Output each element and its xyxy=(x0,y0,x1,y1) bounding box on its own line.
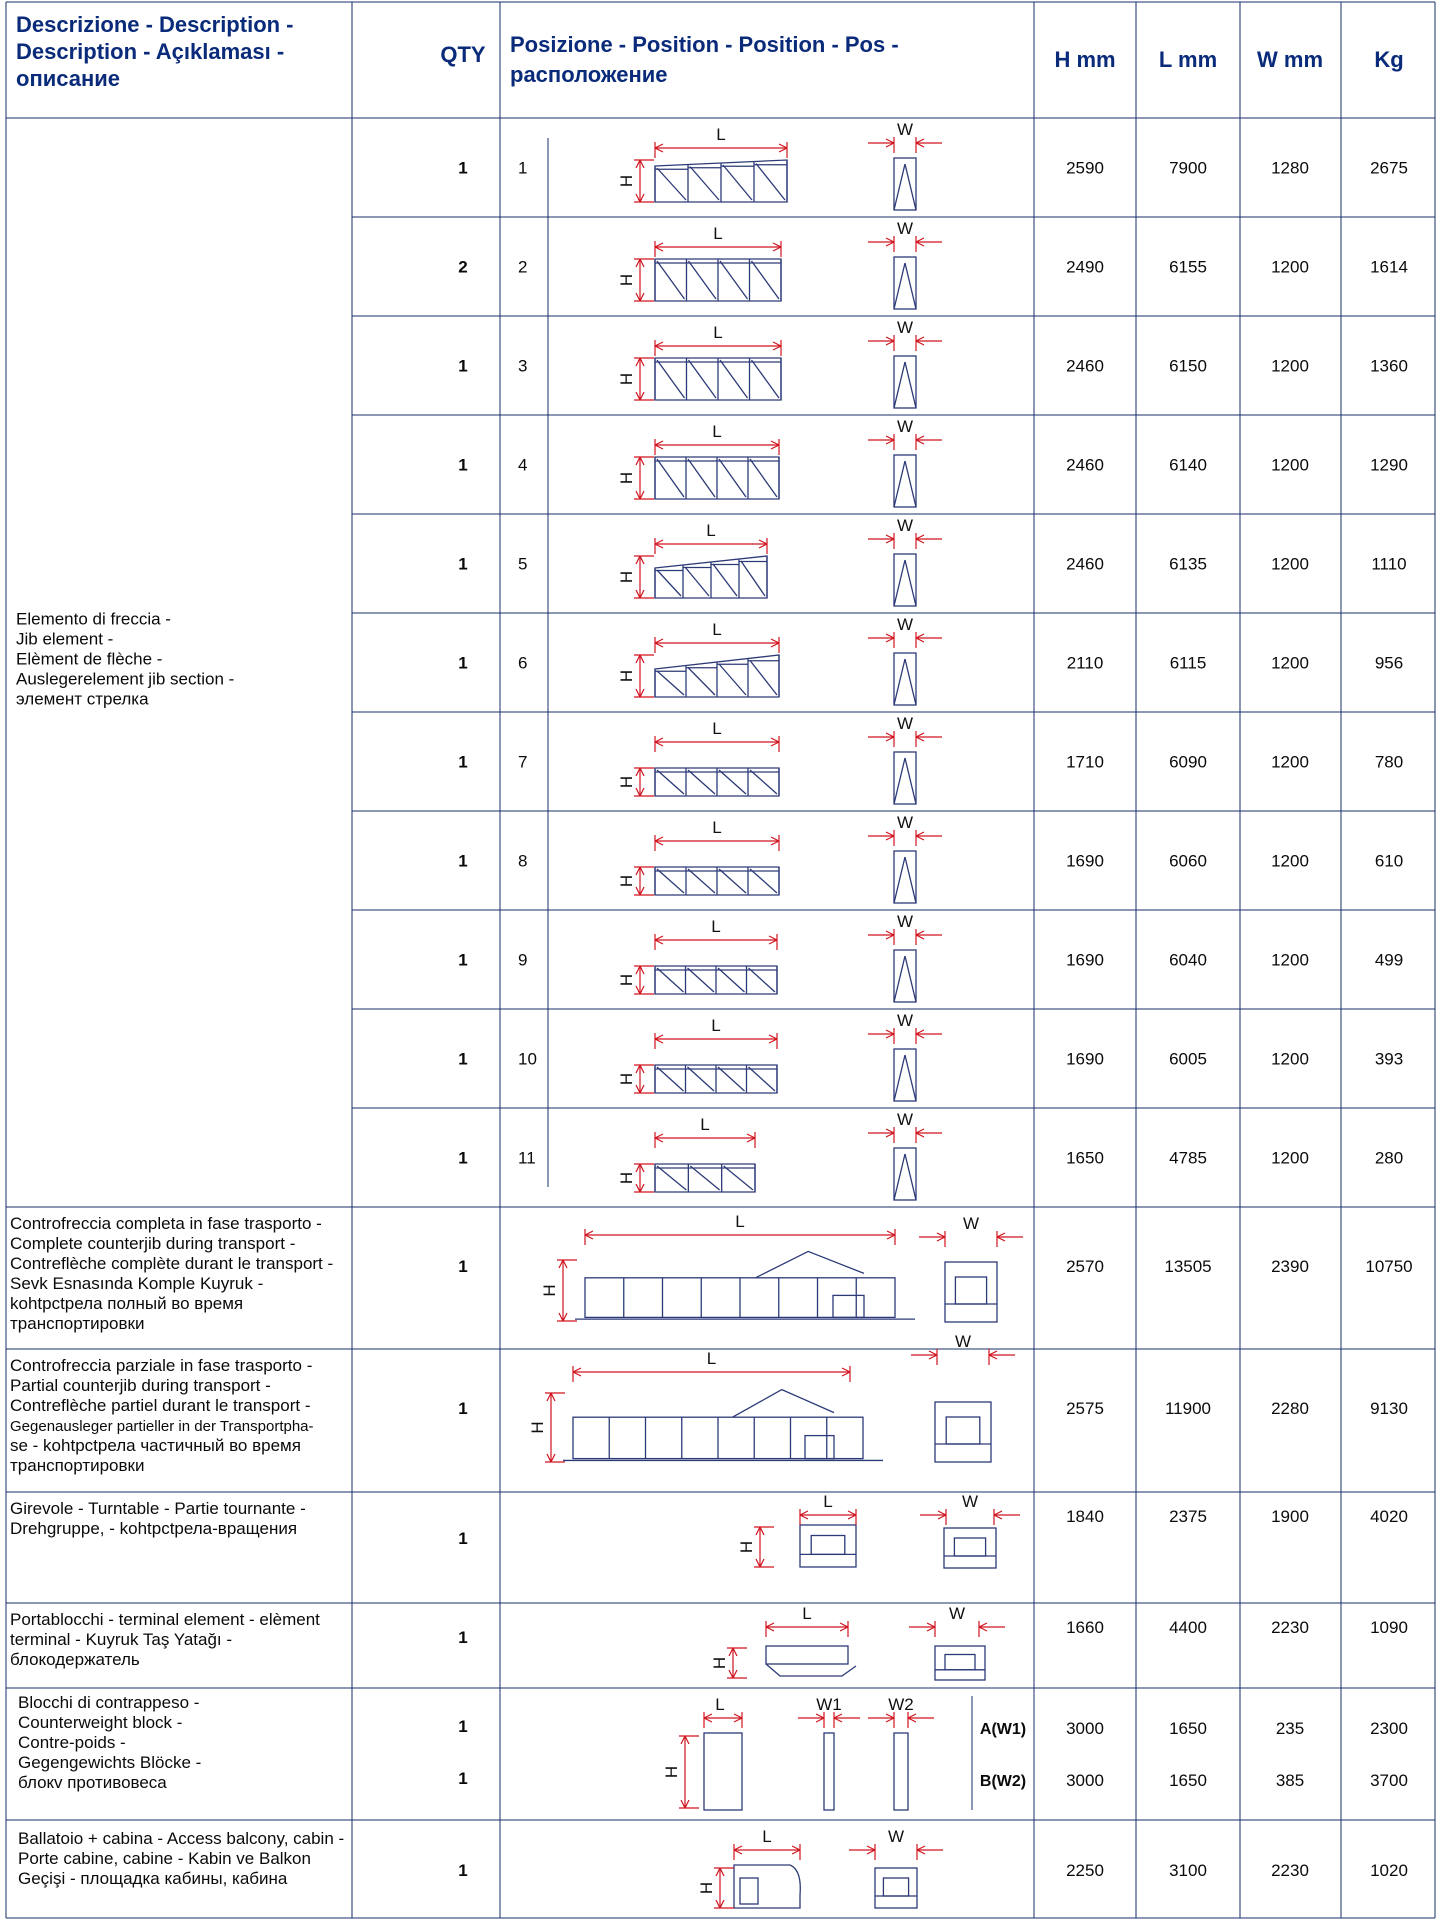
jib-w-mm: 1200 xyxy=(1271,851,1309,871)
jib-kg: 780 xyxy=(1374,752,1404,772)
jib-row xyxy=(458,1149,1403,1168)
dimension-label: L xyxy=(712,719,722,738)
jib-row xyxy=(458,357,1408,376)
dimension-label: W xyxy=(887,1827,905,1846)
jib-kg: 499 xyxy=(1374,950,1404,970)
block-outline xyxy=(935,1646,985,1680)
jib-position: 7 xyxy=(518,752,528,772)
jib-h-mm: 2460 xyxy=(1066,455,1104,475)
jib-l-mm: 6005 xyxy=(1169,1049,1207,1069)
dimension-label: L xyxy=(716,125,726,144)
terminal-element-w-mm: 2230 xyxy=(1271,1618,1309,1637)
jib-qty: 1 xyxy=(458,752,468,772)
jib-sketch xyxy=(617,1011,942,1101)
dimension-label: H xyxy=(697,1881,716,1895)
jib-position: 10 xyxy=(518,1049,537,1069)
dimension-label: W xyxy=(896,1110,914,1129)
jib-w-mm: 1200 xyxy=(1271,653,1309,673)
counterjib-partial-description-line: Partial counterjib during transport - xyxy=(10,1376,271,1395)
jib-h-mm: 2590 xyxy=(1066,158,1104,178)
counterweight-h-mm: 3000 xyxy=(1066,1771,1104,1790)
balcony-h-mm: 2250 xyxy=(1066,1861,1104,1880)
dimension-label: H xyxy=(528,1421,547,1434)
jib-w-mm: 1200 xyxy=(1271,752,1309,772)
jib-qty: 1 xyxy=(458,158,468,178)
balcony-w-mm: 2230 xyxy=(1271,1861,1309,1880)
jib-h-mm: 1710 xyxy=(1066,752,1104,772)
counterjib-complete-w-mm: 2390 xyxy=(1271,1257,1309,1276)
jib-row xyxy=(458,159,1408,178)
dimension-label: W1 xyxy=(816,1695,842,1714)
counterjib-partial-kg: 9130 xyxy=(1370,1399,1408,1418)
counterweight-rows xyxy=(18,1693,1408,1792)
jib-description-line: элемент стрелка xyxy=(16,689,149,709)
jib-w-mm: 1200 xyxy=(1271,1049,1309,1069)
terminal-element-l-mm: 4400 xyxy=(1169,1618,1207,1637)
counterjib-complete-kg: 10750 xyxy=(1365,1257,1413,1276)
dimension-label: W xyxy=(896,714,914,733)
terminal-element-h-mm: 1660 xyxy=(1066,1618,1104,1637)
jib-kg: 1290 xyxy=(1370,455,1408,475)
counterjib-complete-description-line: kohtpctpела полный во время xyxy=(10,1294,244,1313)
jib-description-line: Elèment de flèche - xyxy=(16,649,163,669)
counterjib-complete-l-mm: 13505 xyxy=(1164,1257,1212,1276)
dimension-label: L xyxy=(802,1604,812,1623)
jib-sketch xyxy=(617,813,942,903)
counterjib-partial-qty: 1 xyxy=(458,1399,468,1418)
counterjib-partial-h-mm: 2575 xyxy=(1066,1399,1104,1418)
jib-row xyxy=(458,456,1408,475)
dimension-label: W xyxy=(896,912,914,931)
counterweight-description-line: Counterweight block - xyxy=(18,1713,183,1732)
dimension-label: W xyxy=(896,615,914,634)
balcony-sketch xyxy=(697,1827,943,1908)
counterjib-complete-description-line: Contreflèche complète durant le transport - xyxy=(10,1254,334,1273)
jib-position: 3 xyxy=(518,356,528,376)
jib-kg: 1614 xyxy=(1370,257,1408,277)
jib-h-mm: 2110 xyxy=(1066,653,1104,673)
counterjib-partial-sketch xyxy=(528,1332,1015,1462)
jib-l-mm: 6150 xyxy=(1169,356,1207,376)
header-h-mm: H mm xyxy=(1054,47,1116,72)
jib-kg: 280 xyxy=(1374,1148,1404,1168)
terminal-element-body xyxy=(766,1646,848,1664)
jib-sketch xyxy=(617,318,942,408)
block-outline xyxy=(800,1525,856,1567)
dimension-label: H xyxy=(617,174,636,188)
counterjib-complete-sketch xyxy=(540,1212,1023,1322)
dimension-label: H xyxy=(662,1765,681,1779)
jib-description-line: Elemento di freccia - xyxy=(16,609,171,629)
counterjib-complete-h-mm: 2570 xyxy=(1066,1257,1104,1276)
jib-l-mm: 6155 xyxy=(1169,257,1207,277)
dimension-label: W xyxy=(896,1011,914,1030)
dimension-label: H xyxy=(617,1072,636,1086)
turntable-l-mm: 2375 xyxy=(1169,1507,1207,1526)
dimension-label: H xyxy=(617,874,636,888)
counterweight-sketch xyxy=(662,1695,934,1810)
jib-w-mm: 1200 xyxy=(1271,554,1309,574)
jib-h-mm: 1690 xyxy=(1066,851,1104,871)
header-description-line: Description - Açıklaması - xyxy=(16,39,285,64)
jib-qty: 1 xyxy=(458,554,468,574)
dimension-label: L xyxy=(715,1695,725,1714)
dimension-label: W xyxy=(962,1214,980,1233)
dimension-label: L xyxy=(713,323,723,342)
header-qty: QTY xyxy=(440,42,486,67)
jib-w-mm: 1280 xyxy=(1271,158,1309,178)
jib-h-mm: 2490 xyxy=(1066,257,1104,277)
counterjib-partial-description-line: транспортировки xyxy=(10,1456,145,1475)
jib-qty: 2 xyxy=(458,257,468,277)
jib-row xyxy=(458,654,1403,673)
counterjib-complete-description-line: Controfreccia completa in fase trasporto - xyxy=(10,1214,322,1233)
jib-w-mm: 1200 xyxy=(1271,257,1309,277)
counterweight-w-mm: 385 xyxy=(1275,1771,1305,1790)
balcony-cabin-outline xyxy=(734,1865,800,1908)
balcony-row xyxy=(18,1829,1408,1888)
balcony-kg: 1020 xyxy=(1370,1861,1408,1880)
block-outline xyxy=(944,1528,996,1568)
dimension-label: H xyxy=(617,669,636,683)
jib-kg: 2675 xyxy=(1370,158,1408,178)
counterweight-qty: 1 xyxy=(458,1769,468,1788)
header-position-line: расположение xyxy=(510,62,668,87)
counterweight-description-line: Contre-poids - xyxy=(18,1733,126,1752)
turntable-sketch xyxy=(737,1492,1020,1568)
dimension-label: H xyxy=(737,1540,756,1554)
jib-sketch xyxy=(617,615,942,705)
counterjib-complete-description-line: Complete counterjib during transport - xyxy=(10,1234,296,1253)
jib-kg: 393 xyxy=(1374,1049,1404,1069)
dimension-label: W xyxy=(896,813,914,832)
dimension-label: W xyxy=(954,1332,972,1351)
dimension-label: W xyxy=(896,318,914,337)
turntable-description-line: Drehgruppe, - kohtpctpела-вращения xyxy=(10,1519,298,1538)
dimension-label: L xyxy=(706,1349,717,1368)
jib-row xyxy=(458,258,1408,277)
dimension-label: L xyxy=(712,422,722,441)
balcony-description-line: Geçişi - площадка кабины, кабина xyxy=(18,1869,288,1888)
turntable-description-line: Girevole - Turntable - Partie tournante - xyxy=(10,1499,306,1518)
dimension-label: H xyxy=(617,973,636,987)
jib-l-mm: 7900 xyxy=(1169,158,1207,178)
jib-h-mm: 2460 xyxy=(1066,356,1104,376)
jib-qty: 1 xyxy=(458,1148,468,1168)
jib-kg: 1360 xyxy=(1370,356,1408,376)
header-description-line: описание xyxy=(16,66,121,91)
terminal-element-kg: 1090 xyxy=(1370,1618,1408,1637)
jib-qty: 1 xyxy=(458,455,468,475)
jib-h-mm: 1690 xyxy=(1066,1049,1104,1069)
jib-position: 11 xyxy=(518,1148,536,1168)
jib-row xyxy=(458,1050,1403,1069)
jib-l-mm: 6090 xyxy=(1169,752,1207,772)
jib-position: 1 xyxy=(518,158,528,178)
counterjib-partial-w-mm: 2280 xyxy=(1271,1399,1309,1418)
terminal-element-description-line: Portablocchi - terminal element - elèment xyxy=(10,1610,320,1629)
terminal-element-row xyxy=(10,1610,1408,1669)
jib-sketch xyxy=(617,417,942,507)
jib-kg: 1110 xyxy=(1371,554,1407,574)
table-header xyxy=(16,12,1404,91)
jib-h-mm: 1690 xyxy=(1066,950,1104,970)
dimension-label: L xyxy=(706,521,716,540)
header-position-line: Posizione - Position - Position - Pos - xyxy=(510,32,899,57)
balcony-description-line: Ballatoio + cabina - Access balcony, cabin - xyxy=(18,1829,345,1848)
dimension-label: H xyxy=(617,372,636,386)
jib-h-mm: 1650 xyxy=(1066,1148,1104,1168)
dimension-label: L xyxy=(823,1492,833,1511)
dimension-label: W2 xyxy=(888,1695,914,1714)
jib-w-mm: 1200 xyxy=(1271,356,1309,376)
block-outline xyxy=(935,1402,991,1462)
header-description-line: Descrizione - Description - xyxy=(16,12,294,37)
terminal-element-description-line: блокодержатель xyxy=(10,1650,140,1669)
dimension-label: L xyxy=(711,917,721,936)
jib-position: 9 xyxy=(518,950,528,970)
counterjib-partial-description-line: se - kohtpctpела частичный во время xyxy=(10,1436,301,1455)
jib-sketch xyxy=(617,912,942,1002)
counterjib-partial-row xyxy=(10,1356,1408,1475)
counterweight-description-line: блокv противовеса xyxy=(18,1773,167,1792)
counterweight-l-mm: 1650 xyxy=(1169,1719,1207,1738)
counterjib-complete-description-line: транспортировки xyxy=(10,1314,145,1333)
jib-position: 5 xyxy=(518,554,528,574)
dimension-label: L xyxy=(711,1016,721,1035)
jib-row xyxy=(458,753,1403,772)
jib-w-mm: 1200 xyxy=(1271,455,1309,475)
component-sketches xyxy=(528,120,1023,1908)
jib-position: 2 xyxy=(518,257,528,277)
counterweight-w-mm: 235 xyxy=(1275,1719,1305,1738)
jib-description-line: Jib element - xyxy=(16,629,114,649)
jib-w-mm: 1200 xyxy=(1271,1148,1309,1168)
jib-h-mm: 2460 xyxy=(1066,554,1104,574)
jib-l-mm: 6115 xyxy=(1169,653,1207,673)
terminal-element-qty: 1 xyxy=(458,1628,468,1647)
counterweight-variant: A(W1) xyxy=(979,1721,1027,1738)
jib-qty: 1 xyxy=(458,851,468,871)
turntable-qty: 1 xyxy=(458,1529,468,1548)
counterweight-qty: 1 xyxy=(458,1717,468,1736)
dimension-label: H xyxy=(617,570,636,584)
dimension-label: W xyxy=(896,417,914,436)
counterweight-variant: B(W2) xyxy=(979,1773,1027,1790)
jib-description-line: Auslegerelement jib section - xyxy=(16,669,235,689)
dimension-label: W xyxy=(961,1492,979,1511)
jib-sketch xyxy=(617,120,942,210)
dimension-label: L xyxy=(712,620,722,639)
jib-kg: 956 xyxy=(1374,653,1404,673)
terminal-element-sketch xyxy=(710,1604,1005,1680)
counterjib-partial-description-line: Controfreccia parziale in fase trasporto - xyxy=(10,1356,313,1375)
counterweight-description-line: Gegengewichts Blöcke - xyxy=(18,1753,202,1772)
dimension-label: W xyxy=(948,1604,966,1623)
dimension-label: L xyxy=(762,1827,772,1846)
jib-row xyxy=(458,852,1403,871)
counterjib-partial-description-line: Contreflèche partiel durant le transport - xyxy=(10,1396,311,1415)
dimension-label: L xyxy=(713,224,723,243)
counterweight-block-w1 xyxy=(824,1733,834,1810)
dimension-label: H xyxy=(617,1171,636,1185)
counterjib-complete-row xyxy=(10,1214,1413,1333)
dimension-label: H xyxy=(617,775,636,789)
dimension-label: W xyxy=(896,219,914,238)
block-outline xyxy=(945,1262,997,1322)
jib-sketch xyxy=(617,714,942,804)
turntable-h-mm: 1840 xyxy=(1066,1507,1104,1526)
dimension-label: L xyxy=(712,818,722,837)
balcony-qty: 1 xyxy=(458,1861,468,1880)
header-w-mm: W mm xyxy=(1257,47,1323,72)
jib-w-mm: 1200 xyxy=(1271,950,1309,970)
jib-row xyxy=(458,555,1406,574)
counterweight-kg: 2300 xyxy=(1370,1719,1408,1738)
counterweight-block-front xyxy=(704,1733,742,1810)
jib-qty: 1 xyxy=(458,356,468,376)
dimension-label: L xyxy=(735,1212,745,1231)
jib-l-mm: 6060 xyxy=(1169,851,1207,871)
jib-qty: 1 xyxy=(458,653,468,673)
jib-l-mm: 6140 xyxy=(1169,455,1207,475)
jib-row xyxy=(458,951,1403,970)
jib-sketch xyxy=(617,219,942,309)
counterjib-partial-description-line: Gegenausleger partieller in der Transportpha- xyxy=(10,1418,314,1435)
counterjib-complete-description-line: Sevk Esnasında Komple Kuyruk - xyxy=(10,1274,264,1293)
turntable-w-mm: 1900 xyxy=(1271,1507,1309,1526)
counterweight-kg: 3700 xyxy=(1370,1771,1408,1790)
dimension-label: H xyxy=(540,1284,559,1297)
turntable-row xyxy=(10,1499,1408,1548)
dimension-label: W xyxy=(896,516,914,535)
jib-position: 4 xyxy=(518,455,528,475)
jib-qty: 1 xyxy=(458,1049,468,1069)
counterweight-l-mm: 1650 xyxy=(1169,1771,1207,1790)
header-kg: Kg xyxy=(1374,47,1404,72)
turntable-kg: 4020 xyxy=(1370,1507,1408,1526)
counterweight-block-w2 xyxy=(894,1733,908,1810)
dimension-label: H xyxy=(710,1656,729,1670)
jib-sketch xyxy=(617,516,942,606)
jib-kg: 610 xyxy=(1374,851,1404,871)
counterweight-description-line: Blocchi di contrappeso - xyxy=(18,1693,200,1712)
dimension-label: H xyxy=(617,273,636,287)
jib-l-mm: 6135 xyxy=(1169,554,1207,574)
jib-l-mm: 6040 xyxy=(1169,950,1207,970)
dimension-label: W xyxy=(896,120,914,139)
terminal-element-description-line: terminal - Kuyruk Taş Yatağı - xyxy=(10,1630,233,1649)
dimension-label: L xyxy=(700,1115,710,1134)
jib-position: 6 xyxy=(518,653,528,673)
balcony-l-mm: 3100 xyxy=(1169,1861,1207,1880)
jib-l-mm: 4785 xyxy=(1169,1148,1207,1168)
header-l-mm: L mm xyxy=(1158,47,1218,72)
jib-sketch xyxy=(617,1110,942,1200)
balcony-description-line: Porte cabine, cabine - Kabin ve Balkon xyxy=(18,1849,311,1868)
counterjib-partial-l-mm: 11900 xyxy=(1164,1399,1212,1418)
counterweight-h-mm: 3000 xyxy=(1066,1719,1104,1738)
dimension-label: H xyxy=(617,471,636,485)
counterjib-complete-qty: 1 xyxy=(458,1257,468,1276)
jib-qty: 1 xyxy=(458,950,468,970)
block-outline xyxy=(875,1868,917,1908)
jib-position: 8 xyxy=(518,851,528,871)
